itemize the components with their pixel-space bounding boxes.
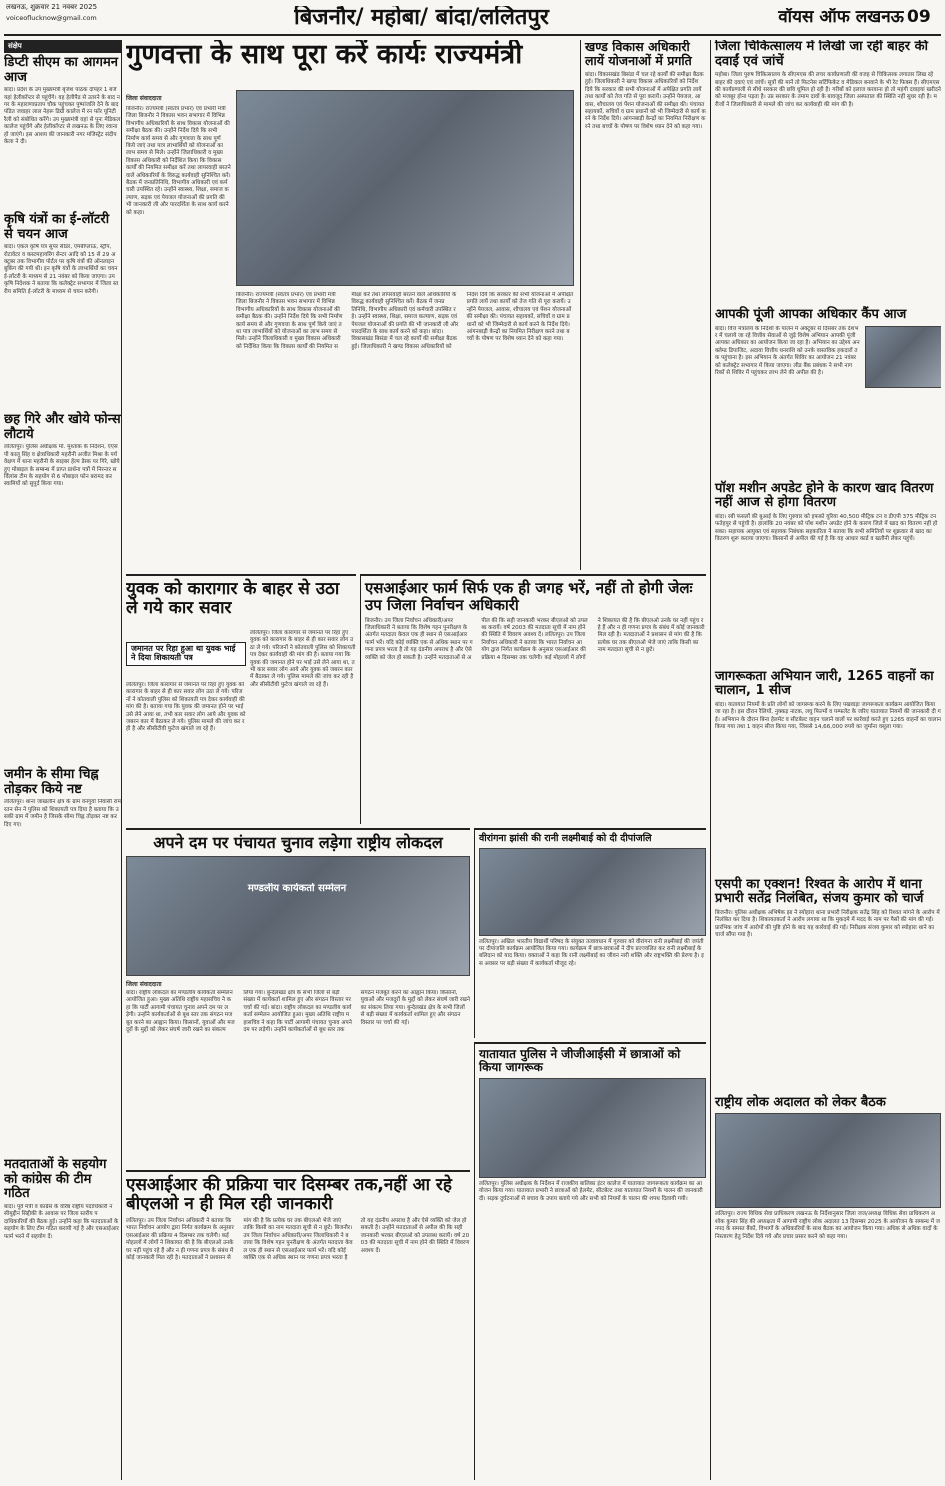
sidebar-item <box>4 768 121 1154</box>
sir-headline: एसआईआर फार्म सिर्फ एक ही जगह भरें, नहीं तो होगी जेलः उप जिला निर्वाचन अधिकारी <box>365 579 693 614</box>
traffic-headline: जागरूकता अभियान जारी, 1265 वाहनों का चालान, 1 सीज <box>715 668 934 699</box>
lokadalat-headline: राष्ट्रीय लोक अदालत को लेकर बैठक <box>715 1094 886 1110</box>
khand-body: बांदा। विकासखंड बिसंडा में चल रहे कार्यों की समीक्षा बैठक हुई। जिलाधिकारी ने खण्ड विकास अधिकारियों को निर्देश दिये कि सरकार की सभी योजनाओं में अपेक्षित प्रगति लायें तथा कार्यों को तेज गति से पूरा करायें। उन्होंने पेयजल, आवास, शौचालय एवं पेंशन योजनाओं की समीक्षा की। पंचायत सहायकों, सचिवों व ग्राम प्रधानों को भी जिम्मेदारी से कार्य करने के निर्देश दिये। आंगनबाड़ी केन्द्रों का नियमित निरीक्षण करने तथा बच्चों के पोषण पर विशेष ध्यान देने को कहा गया। <box>585 72 706 130</box>
deepanjali-photo <box>479 848 706 936</box>
rld-byline: जिला संवाददाता <box>126 981 162 988</box>
page-number: 09 <box>907 8 931 27</box>
lead-byline: जिला संवाददाता <box>126 95 162 102</box>
health-body: महोबा। जिला पुरुष चिकित्सालय के सीएमएस की लचर कार्यप्रणाली की वजह से चिकित्सक लगातार लिख रहे बाहर की दवाएं एवं जांचें। सूत्रों की मानें तो फिटनेस सर्टिफिकेट व मेडिकल बनवाने के भी रेट फिक्स हैं। सीएमएस की कार्यप्रणाली से सीधे सरकार की छवि धूमिल हो रही है। गरीबों को इलाज करवाना हो तो महंगी दवाइयां खरीदने को मजबूर होना पड़ता है। उप्र सरकार के तमाम दावों के बावजूद जिला अस्पताल की स्थिति नहीं सुधर रही है। मरीजों ने जिलाधिकारी से मामले की जांच कर कार्यवाही की मांग की है। <box>715 72 941 108</box>
sidebar-item-title: छह गिरे और खोये फोन्स लौटाये <box>4 412 121 442</box>
lokadalat-photo <box>715 1113 941 1208</box>
sidebar-item-body: बांदा। एकल कृषि यंत्र सुपर सीडर, एमबीप्लाऊ, स्ट्रीप, रोटावेटर व कस्टमहायरिंग सेन्टर आदि को 15 से 29 अक्टूबर तक विभागीय पोर्टल पर कृषि यंत्रों की ऑनलाइन बुकिंग की गयी थी। इन कृषि यंत्रों के लाभार्थियों का चयन ई-लॉटरी के माध्यम से 21 नवंबर को किया जाएगा। उप कृषि निदेशक ने बताया कि कलेक्ट्रेट सभागार में जिला स्तरीय समिति ई-लॉटरी के माध्यम से चयन करेगी। <box>4 244 119 295</box>
sir-body-cols <box>365 618 706 814</box>
rld-photo <box>126 856 470 976</box>
lead-body-left: बिजनौर। राज्यमंत्री (स्वतंत्र प्रभार) एवं प्रभारी मंत्री जिला बिजनौर ने विकास भवन सभागार में विभिन्न विभागीय अधिकारियों के साथ विकास योजनाओं की समीक्षा बैठक की। उन्होंने निर्देश दिये कि सभी निर्माण कार्य समय से और गुणवत्ता के साथ पूर्ण किये जाएं तथा पात्र लाभार्थियों को योजनाओं का लाभ समय से मिले। उन्होंने जिलाधिकारी व मुख्य विकास अधिकारी को निर्देशित किया कि विकास कार्यों की नियमित समीक्षा करें तथा लापरवाही बरतने वाले अधिकारियों के विरुद्ध कार्यवाही सुनिश्चित करें। बैठक में जनप्रतिनिधि, विभागीय अधिकारी एवं कर्मचारी उपस्थित रहे। उन्होंने स्वास्थ्य, शिक्षा, समाज कल्याण, सड़क एवं पेयजल योजनाओं की प्रगति की भी जानकारी ली और पारदर्शिता के साथ कार्य करने को कहा। <box>126 106 231 216</box>
bottom-body-cols <box>126 1218 470 1468</box>
lokadalat-body: ललितपुर। राज्य विधिक सेवा प्राधिकरण लखनऊ के निर्देशानुसार जिला जज/अध्यक्ष विधिक सेवा प्राधिकरण अशोक कुमार सिंह की अध्यक्षता में आगामी राष्ट्रीय लोक अदालत 13 दिसम्बर 2025 के आयोजन के सम्बन्ध में जनपद के समस्त बैंकों, विभागों के अधिकारियों के साथ बैठक का आयोजन किया गया। अधिक से अधिक वादों के निस्तारण हेतु निर्देश दिये गये और प्रचार प्रसार करने को कहा गया। <box>715 1211 940 1240</box>
camp-body: बांदा। वित्त मंत्रालय के निर्देशों के पालन में अक्टूबर से दिसंबर तक देशभर में चलाये जा रहे वित्तीय सेवाओं से जुड़े विशेष अभियान आपकी पूंजी आपका अधिकार का आयोजन किया जा रहा है। अभियान का उद्देश्य अनक्लेम्ड डिपाजिट, अदावा वित्तीय धनराशि को उनके वास्तविक हकदारों तक पहुंचाना है। इस अभियान के अंतर्गत शिविर का आयोजन 21 नवंबर को कलेक्ट्रेट सभागार में किया जाएगा। लीड बैंक प्रबंधक ने सभी नागरिकों से शिविर में पहुंचकर लाभ लेने की अपील की है। <box>715 325 860 377</box>
rld-body-cols <box>126 990 470 1166</box>
sidebar-item-title: मतदाताओं के सहयोग को कांग्रेस की टीम गठित <box>4 1157 107 1202</box>
masthead <box>4 2 941 36</box>
sidebar-item-title: कृषि यंत्रों का ई-लॉटरी से चयन आज <box>4 212 110 242</box>
bottom-body-cont: बिजनौर। उप जिला निर्वाचन अधिकारी/अपर जिलाधिकारी ने बताया कि विशेष गहन पुनरीक्षण के अंतर्गत मतदाता केवल एक ही स्थान से एसआईआर फार्म भरें। यदि कोई व्यक्ति एक से अधिक स्थान पर गणना प्रपत्र भरता है तो यह दंडनीय अपराध है और ऐसे व्यक्ति को जेल हो सकती है। उन्होंने मतदाताओं से अपील की कि सही जानकारी भरकर बीएलओ को उपलब्ध करायें। वर्ष 2003 की मतदाता सूची में नाम होने की स्थिति में विवरण अवश्य दें। <box>243 1218 470 1262</box>
right-column <box>710 40 941 1480</box>
sidebar-item-body: ललितपुर। थाना जाखलौन क्षेत्र के ग्राम वनगुवाँ निवासी रामरतन सेन ने पुलिस को शिकायती पत्र दिया है बताया कि उसकी ग्राम में जमीन है जिसके सीमा चिह्न तोड़कर नष्ट कर दिए गए। <box>4 799 121 828</box>
yatayat-body: ललितपुर। पुलिस अधीक्षक के निर्देशन में राजकीय बालिका इंटर कालेज में यातायात जागरूकता कार्यक्रम का आयोजन किया गया। यातायात प्रभारी ने छात्राओं को हेलमेट, सीटबेल्ट तथा यातायात नियमों के पालन की जानकारी दी। सड़क दुर्घटनाओं से बचाव के उपाय बताये गये और सभी को नियमों के पालन की शपथ दिलायी गयी। <box>479 1180 703 1202</box>
lead-body-text-cont: बांदा। विकासखंड बिसंडा में चल रहे कार्यों की समीक्षा बैठक हुई। जिलाधिकारी ने खण्ड विकास अधिकारियों को निर्देश दिये कि सरकार की सभी योजनाओं में अपेक्षित प्रगति लायें तथा कार्यों को तेज गति से पूरा करायें। उन्होंने पेयजल, आवास, शौचालय एवं पेंशन योजनाओं की समीक्षा की। पंचायत सहायकों, सचिवों व ग्राम प्रधानों को भी जिम्मेदारी से कार्य करने के निर्देश दिये। आंगनबाड़ी केन्द्रों का नियमित निरीक्षण करने तथा बच्चों के पोषण पर विशेष ध्यान देने को कहा गया। <box>351 292 574 350</box>
traffic-body: बांदा। यातायात नियमों के प्रति लोगों को जागरूक करने के लिए पखवाड़ा जागरूकता कार्यक्रम आयोजित किया जा रहा है। इस दौरान रैलियों, नुक्कड़ नाटक, लघु फिल्मों व पम्फलेट के जरिए यातायात नियमों की जानकारी दी गई। अभियान के दौरान बिना हेलमेट व सीटबेल्ट वाहन चलाने वालों पर कार्रवाई करते हुए 1265 वाहनों का चालान किया गया तथा 1 वाहन सीज किया गया, जिससे 14,66,000 रुपये का जुर्माना वसूला गया। <box>715 701 941 731</box>
lead-body-cols <box>236 292 574 570</box>
deepanjali-body: ललितपुर। अखिल भारतीय विद्यार्थी परिषद के संयुक्त तत्वावधान में गुरुवार को वीरांगना रानी लक्ष्मीबाई की जयंती पर दीपांजलि कार्यक्रम आयोजित किया गया। कार्यक्रम में छात्र-छात्राओं ने दीप प्रज्ज्वलित कर रानी लक्ष्मीबाई के बलिदान को याद किया। वक्ताओं ने कहा कि रानी लक्ष्मीबाई का जीवन नारी शक्ति और राष्ट्रभक्ति की प्रेरणा है। इस अवसर पर बड़ी संख्या में कार्यकर्ता मौजूद रहे। <box>479 938 704 967</box>
rld-banner: मण्डलीय कार्यकर्ता सम्मेलन <box>247 883 347 894</box>
rld-body-cont: बांदा। राष्ट्रीय लोकदल का मण्डलीय कार्यकर्ता सम्मेलन आयोजित हुआ। मुख्य अतिथि राष्ट्रीय महासचिव ने कहा कि पार्टी आगामी पंचायत चुनाव अपने दम पर लड़ेगी। उन्होंने कार्यकर्ताओं से बूथ स्तर तक संगठन मजबूत करने का आह्वान किया। किसानों, युवाओं और मजदूरों के मुद्दों को लेकर संघर्ष जारी रखने का संकल्प लिया गया। बुन्देलखंड क्षेत्र के सभी जिलों से बड़ी संख्या में कार्यकर्ता शामिल हुए और संगठन विस्तार पर चर्चा की गई। <box>243 990 470 1034</box>
sir-body: बिजनौर। उप जिला निर्वाचन अधिकारी/अपर जिलाधिकारी ने बताया कि विशेष गहन पुनरीक्षण के अंतर्गत मतदाता केवल एक ही स्थान से एसआईआर फार्म भरें। यदि कोई व्यक्ति एक से अधिक स्थान पर गणना प्रपत्र भरता है तो यह दंडनीय अपराध है और ऐसे व्यक्ति को जेल हो सकती है। उन्होंने मतदाताओं से अपील की कि सही जानकारी भरकर बीएलओ को उपलब्ध करायें। वर्ष 2003 की मतदाता सूची में नाम होने की स्थिति में विवरण अवश्य दें। <box>365 617 588 661</box>
rld-story <box>126 828 470 1166</box>
jail-story <box>126 574 356 824</box>
rld-body: बांदा। राष्ट्रीय लोकदल का मण्डलीय कार्यकर्ता सम्मेलन आयोजित हुआ। मुख्य अतिथि राष्ट्रीय महासचिव ने कहा कि पार्टी आगामी पंचायत चुनाव अपने दम पर लड़ेगी। उन्होंने कार्यकर्ताओं से बूथ स्तर तक संगठन मजबूत करने का आह्वान किया। किसानों, युवाओं और मजदूरों के मुद्दों को लेकर संघर्ष जारी रखने का संकल्प लिया गया। बुन्देलखंड क्षेत्र के सभी जिलों से बड़ी संख्या में कार्यकर्ता शामिल हुए और संगठन विस्तार पर चर्चा की गई। <box>126 990 351 1034</box>
brief-sidebar <box>4 40 122 1480</box>
bottom-story <box>126 1170 470 1480</box>
camp-block <box>715 326 941 476</box>
deepanjali-story <box>474 828 706 1038</box>
lead-headline: गुणवत्ता के साथ पूरा करें कार्यः राज्यमंत्री <box>126 40 523 70</box>
sidebar-item <box>4 413 121 764</box>
jail-headline: युवक को कारागार के बाहर से उठा ले गये कार सवार <box>126 579 340 619</box>
bottom-headline: एसआईआर की प्रक्रिया चार दिसम्बर तक,नहीं आ रहे बीएलओ न ही मिल रही जानकारी <box>126 1175 452 1215</box>
lead-body-text: बिजनौर। राज्यमंत्री (स्वतंत्र प्रभार) एवं प्रभारी मंत्री जिला बिजनौर ने विकास भवन सभागार में विभिन्न विभागीय अधिकारियों के साथ विकास योजनाओं की समीक्षा बैठक की। उन्होंने निर्देश दिये कि सभी निर्माण कार्य समय से और गुणवत्ता के साथ पूर्ण किये जाएं तथा पात्र लाभार्थियों को योजनाओं का लाभ समय से मिले। उन्होंने जिलाधिकारी व मुख्य विकास अधिकारी को निर्देशित किया कि विकास कार्यों की नियमित समीक्षा करें तथा लापरवाही बरतने वाले अधिकारियों के विरुद्ध कार्यवाही सुनिश्चित करें। बैठक में जनप्रतिनिधि, विभागीय अधिकारी एवं कर्मचारी उपस्थित रहे। उन्होंने स्वास्थ्य, शिक्षा, समाज कल्याण, सड़क एवं पेयजल योजनाओं की प्रगति की भी जानकारी ली और पारदर्शिता के साथ कार्य करने को कहा। <box>236 292 459 350</box>
camp-photo <box>865 326 941 388</box>
yatayat-photo <box>479 1078 706 1178</box>
masthead-url: voiceoflucknow@gmail.com <box>6 15 97 22</box>
bribe-body: बिजनौर। पुलिस अधीक्षक अभिषेक झा ने स्योहारा थाना प्रभारी निरीक्षक सतेंद्र सिंह को रिश्वत मांगने के आरोप में निलंबित कर दिया है। शिकायतकर्ता ने आरोप लगाया था कि मुकदमे में मदद के नाम पर पैसों की मांग की गई। प्रारंभिक जांच में आरोपों की पुष्टि होने के बाद यह कार्रवाई की गई। निरीक्षक संजय कुमार को स्योहारा थाने का चार्ज सौंपा गया है। <box>715 909 940 939</box>
bribe-headline: एसपी का एक्शन! रिश्वत के आरोप में थाना प्रभारी सतेंद्र निलंबित, संजय कुमार को चार्ज <box>715 876 924 907</box>
sidebar-item-body: बांदा। प्रदेश के उप मुख्यमंत्री बृजेश पाठक दोपहर 1 बजे यहां हेलीकॉप्टर से पहुंचेंगे। वह हेलीपैड से उतरने के बाद नगर के महाराणाप्रताप चौक पहुंचकर पुष्पांजलि देने के बाद पंडित जवाहर लाल नेहरू डिग्री कालेज में रन फॉर यूनिटी रैली को संबोधित करेंगे। उप मुख्यमंत्री वहां से पुनः मेडिकल कालेज पहुंचेंगे और हेलीकॉप्टर से लखनऊ के लिए रवाना हो जाएंगे। इस आशय की जानकारी नगर मजिस्ट्रेट संदीप केला ने दी। <box>4 87 121 145</box>
lead-story <box>126 40 576 570</box>
sidebar-item <box>4 213 121 409</box>
sir-story <box>360 574 706 824</box>
khand-story <box>580 40 706 570</box>
sir-body-cont: ललितपुर। उप जिला निर्वाचन अधिकारी ने बताया कि भारत निर्वाचन आयोग द्वारा निर्गत कार्यक्रम के अनुसार एसआईआर की प्रक्रिया 4 दिसम्बर तक चलेगी। कई मोहल्लों में लोगों ने शिकायत की है कि बीएलओ उनके घर नहीं पहुंच रहे हैं और न ही गणना प्रपत्र के संबंध में कोई जानकारी मिल रही है। मतदाताओं ने प्रशासन से मांग की है कि प्रत्येक घर तक बीएलओ भेजे जाएं ताकि किसी का नाम मतदाता सूची से न छूटे। <box>481 617 705 661</box>
sidebar-item <box>4 1158 121 1444</box>
masthead-section: बिजनौर/ महोबा/ बांदा/ललितपुर <box>294 6 549 30</box>
bottom-body: ललितपुर। उप जिला निर्वाचन अधिकारी ने बताया कि भारत निर्वाचन आयोग द्वारा निर्गत कार्यक्रम के अनुसार एसआईआर की प्रक्रिया 4 दिसम्बर तक चलेगी। कई मोहल्लों में लोगों ने शिकायत की है कि बीएलओ उनके घर नहीं पहुंच रहे हैं और न ही गणना प्रपत्र के संबंध में कोई जानकारी मिल रही है। मतदाताओं ने प्रशासन से मांग की है कि प्रत्येक घर तक बीएलओ भेजे जाएं ताकि किसी का नाम मतदाता सूची से न छूटे। <box>126 1218 342 1262</box>
sidebar-item-body: ललितपुर। पुलिस अधीक्षक मो. मुश्ताक के निर्देशन, एएसपी कालू सिंह व क्षेत्राधिकारी महरौनी अजीत मिश्रा के पर्यवेक्षण में थाना महरौनी के साइबर हेल्प डेस्क पर गिरे, खोये हुए मोबाइल के सम्बन्ध में प्राप्त प्रार्थना पत्रों में निरन्तर सर्विलांस टीम के सहयोग से 6 मोबाइल फोन बरामद कर स्वामियों को सुपुर्द किया गया। <box>4 444 120 488</box>
yatayat-headline: यातायात पुलिस ने जीजीआईसी में छात्राओं को किया जागरूक <box>479 1047 681 1075</box>
sidebar-item-title: जमीन के सीमा चिह्न तोड़कर किये नष्ट <box>4 767 99 797</box>
sidebar-label: संक्षेप <box>4 40 121 53</box>
deepanjali-headline: वीरांगना झांसी की रानी लक्ष्मीबाई को दी दीपांजलि <box>479 833 652 844</box>
masthead-date: लखनऊ, शुक्रवार 21 नवंबर 2025 <box>6 4 98 11</box>
yatayat-story <box>474 1042 706 1480</box>
health-headline: जिला चिकित्सालय में लिखी जा रहीं बाहर की दवाईं एवं जांचें <box>715 40 928 69</box>
masthead-brand: वॉयस ऑफ लखनऊ <box>778 8 904 27</box>
pos-body: बांदा। रबी फसलों की बुआई के लिए गुरुवार को इफको यूरिया 40,500 मीट्रिक टन व डीएपी 375 मीट्रिक टन फतेहपुर से पहुंची है। हालांकि 20 नवंबर को पॉश मशीन अपडेट होने के कारण जिले में खाद का वितरण नहीं हो सका। सहायक आयुक्त एवं सहायक निबंधक सहकारिता ने बताया कि सभी समितियों पर शुक्रवार से खाद का वितरण शुरू कराया जाएगा। किसानों से अपील की गई है कि वह आधार कार्ड व खतौनी लेकर पहुंचें। <box>715 513 938 542</box>
sidebar-item-title: डिप्टी सीएम का आगमन आज <box>4 55 118 85</box>
jail-body: ललितपुर। जिला कारागार से जमानत पर रिहा हुए युवक को कारागार के बाहर से ही कार सवार लोग उठा ले गये। परिजनों ने कोतवाली पुलिस को शिकायती पत्र देकर कार्यवाही की मांग की है। बताया गया कि युवक की जमानत होने पर भाई उसे लेने आया था, तभी कार सवार लोग आये और युवक को जबरन कार में बैठाकर ले गये। पुलिस मामले की जांच कर रही है और सीसीटीवी फुटेज खंगाले जा रहे हैं। <box>250 630 356 688</box>
lead-photo <box>236 90 574 286</box>
khand-headline: खण्ड विकास अधिकारी लायें योजनाओं में प्रगति <box>585 40 692 68</box>
jail-pullquote: जमानत पर रिहा हुआ था युवक भाई ने दिया शिकायती पत्र <box>126 642 246 666</box>
sidebar-item <box>4 56 121 209</box>
camp-headline: आपकी पूंजी आपका अधिकार कैंप आज <box>715 307 907 323</box>
rld-headline: अपने दम पर पंचायत चुनाव लड़ेगा राष्ट्रीय लोकदल <box>153 833 443 852</box>
pos-headline: पॉश मशीन अपडेट होने के कारण खाद वितरण नहीं आज से होगा वितरण <box>715 480 934 511</box>
jail-body-cont: ललितपुर। जिला कारागार से जमानत पर रिहा हुए युवक को कारागार के बाहर से ही कार सवार लोग उठा ले गये। परिजनों ने कोतवाली पुलिस को शिकायती पत्र देकर कार्यवाही की मांग की है। बताया गया कि युवक की जमानत होने पर भाई उसे लेने आया था, तभी कार सवार लोग आये और युवक को जबरन कार में बैठाकर ले गये। पुलिस मामले की जांच कर रही है और सीसीटीवी फुटेज खंगाले जा रहे हैं। <box>126 682 246 733</box>
sidebar-item-body: बांदा। पूर्व मंत्री व कांग्रेस के वरिष्ठ राष्ट्रीय पदाधिकारी नसीमुद्दीन सिद्दीकी के आवास पर जिला स्तरीय पदाधिकारियों की बैठक हुई। उन्होंने कहा कि मतदाताओं के सहयोग के लिए टीम गठित करायी गई है और एसआईआर फार्म भरने में सहयोग दें। <box>4 1204 119 1240</box>
